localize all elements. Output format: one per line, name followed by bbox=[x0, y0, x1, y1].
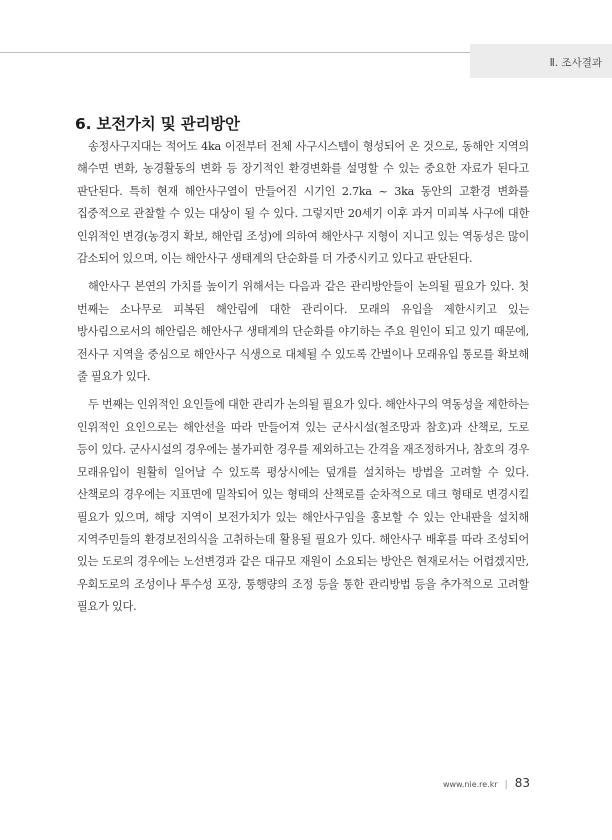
paragraph-1: 송정사구지대는 적어도 4ka 이전부터 전체 사구시스템이 형성되어 온 것으로, 동해안 지역의 해수면 변화, 농경활동의 변화 등 장기적인 환경변화를 설명할 수 있는 중요한 자료가 된다고 판단된다. 특히 현재 해안사구열이 만들어진 시기인 2.7ka ~ 3ka 동안의 고환경 변화를 집중적으로 관찰할 수 있는 대상이 될 수 있다. 그렇지만 20세기 이후 과거 미피복 사구에 대한 인위적인 변경(농경지 확보, 해안림 조성)에 의하여 해안사구 지형이 지니고 있는 역동성은 많이 감소되어 있으며, 이는 해안사구 생태계의 단순화를 더 가중시키고 있다고 판단된다. bbox=[77, 140, 529, 266]
section-title: 6. 보전가치 및 관리방안 bbox=[75, 115, 240, 133]
section-label: Ⅱ. 조사결과 bbox=[549, 57, 602, 69]
header-rule bbox=[0, 52, 470, 53]
site-url[interactable]: www.nie.re.kr bbox=[442, 780, 498, 789]
page-footer bbox=[443, 776, 530, 790]
footer-separator: | bbox=[504, 780, 508, 790]
paragraph-3: 두 번째는 인위적인 요인들에 대한 관리가 논의될 필요가 있다. 해안사구의 역동성을 제한하는 인위적인 요인으로는 해안선을 따라 만들어져 있는 군사시설(철조망과 참호)과 산책로, 도로 등이 있다. 군사시설의 경우에는 불가피한 경우를 제외하고는 간격을 재조정하거나, 참호의 경우 모래유입이 원활히 일어날 수 있도록 평상시에는 덮개를 설치하는 방법을 고려할 수 있다. 산책로의 경우에는 지표면에 밀착되어 있는 형태의 산책로를 순차적으로 데크 형태로 변경시킬 필요가 있으며, 해당 지역이 보전가치가 있는 해안사구임을 홍보할 수 있는 안내판을 설치해 지역주민들의 환경보전의식을 고취하는데 활용될 필요가 있다. 해안사구 배후를 따라 조성되어 있는 도로의 경우에는 노선변경과 같은 대규모 재원이 소요되는 방안은 현재로서는 어렵겠지만, 우회도로의 조성이나 투수성 포장, 통행량의 조정 등을 통한 관리방법 등을 추가적으로 고려할 필요가 있다. bbox=[77, 398, 529, 614]
page-number: 83 bbox=[514, 776, 530, 790]
header-tab bbox=[470, 44, 612, 78]
body-text bbox=[77, 136, 529, 625]
paragraph-2: 해안사구 본연의 가치를 높이기 위해서는 다음과 같은 관리방안들이 논의될 필요가 있다. 첫 번째는 소나무로 피복된 해안림에 대한 관리이다. 모래의 유입을 제한시키고 있는 방사림으로서의 해안림은 해안사구 생태계의 단순화를 야기하는 주요 원인이 되고 있기 때문에, 전사구 지역을 중심으로 해안사구 식생으로 대체될 수 있도록 간벌이나 모래유입 통로를 확보해 줄 필요가 있다. bbox=[77, 280, 529, 384]
